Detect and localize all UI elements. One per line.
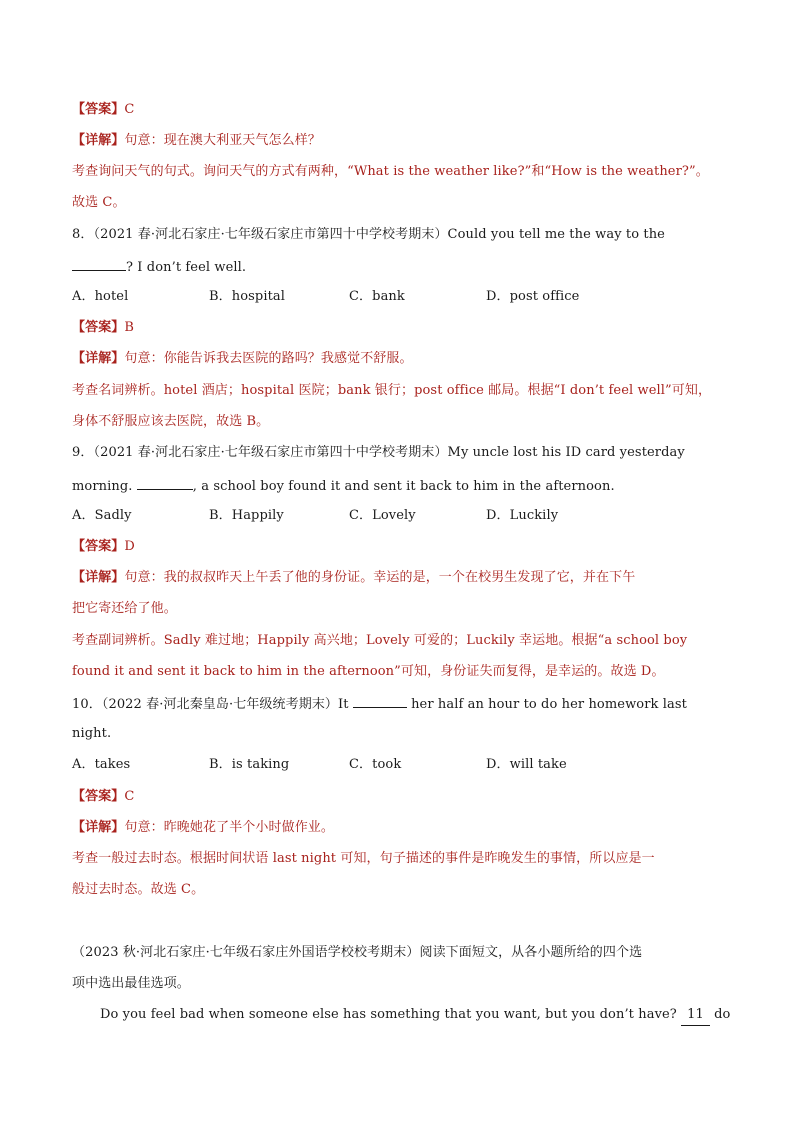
explain-text: found it and sent it back to him in the afternoon”可知，身份证失而复得，是幸运的。故选 D。 [72,664,665,679]
passage-intro-line-1 [72,943,724,963]
explain-quote: “What is the weather like?”和“How is the weather?”。 [347,164,709,179]
passage-text: Do you feel bad when someone else has something that you want, but you don’t have? [100,1007,677,1022]
answer-blank [72,256,126,271]
option-b: B．Happily [209,508,284,523]
option-a: A．takes [72,757,131,772]
answer-blank [353,693,407,708]
q7-explain-line-2 [72,193,724,213]
q9-stem-line-1 [72,443,724,463]
q8-stem-line-2 [72,256,724,278]
option-c: C．bank [349,289,405,304]
q10-detail [72,818,724,838]
passage-intro: （2023 秋·河北石家庄·七年级石家庄外国语学校校考期末）阅读下面短文，从各小题所给的四个选 [72,945,643,960]
detail-label: 【详解】 [72,133,125,148]
answer-blank [137,475,193,490]
explain-text: 故选 C。 [72,195,126,210]
q10-explain-line-2 [72,880,724,900]
question-stem: night. [72,726,112,741]
q8-stem-line-1 [72,225,724,245]
detail-label: 【详解】 [72,820,125,835]
q10-stem-line-1 [72,693,724,715]
explain-text: 考查副词辨析。Sadly 难过地；Happily 高兴地；Lovely 可爱的；Luckily 幸运地。根据“a school boy [72,633,688,648]
option-c: C．took [349,757,402,772]
detail-text: 句意：我的叔叔昨天上午丢了他的身份证。幸运的是，一个在校男生发现了它，并在下午 [124,570,636,585]
q8-explain-line-2 [72,412,724,432]
question-stem: , a school boy found it and sent it back to him in the afternoon. [192,479,615,494]
q10-stem-line-2 [72,724,724,744]
question-stem: her half an hour to do her homework last [411,697,687,712]
option-a: A．hotel [72,289,129,304]
answer-value: B [124,320,135,335]
passage-intro-line-2 [72,974,724,994]
q9-stem-line-2 [72,475,724,497]
q7-answer [72,100,724,120]
passage-intro: 项中选出最佳选项。 [72,976,190,991]
option-b: B．is taking [209,757,290,772]
question-stem: 9．（2021 春·河北石家庄·七年级石家庄市第四十中学校考期末）My uncle lost his ID card yesterday [72,445,685,460]
passage-text-line-1 [100,1005,731,1026]
explain-text: 考查询问天气的句式。询问天气的方式有两种， [72,164,348,179]
question-stem: ? I don’t feel well. [126,260,247,275]
answer-label: 【答案】 [72,789,125,804]
q10-explain-line-1 [72,849,724,869]
q10-answer [72,787,724,807]
q8-explain-line-1 [72,381,724,401]
detail-text: 把它寄还给了他。 [72,601,177,616]
explain-text: 考查名词辨析。hotel 酒店；hospital 医院；bank 银行；post office 邮局。根据“I don’t feel well”可知， [72,383,712,398]
passage-text: do [714,1007,731,1022]
answer-value: C [124,789,135,804]
q7-explain-line-1 [72,162,724,182]
detail-label: 【详解】 [72,351,125,366]
option-d: D．post office [486,289,580,304]
q8-detail [72,349,724,369]
explain-text: 身体不舒服应该去医院，故选 B。 [72,414,270,429]
question-stem: morning. [72,479,133,494]
question-stem: 8．（2021 春·河北石家庄·七年级石家庄市第四十中学校考期末）Could you tell me the way to the [72,227,665,242]
question-stem: 10．（2022 春·河北秦皇岛·七年级统考期末）It [72,697,349,712]
answer-label: 【答案】 [72,102,125,117]
option-c: C．Lovely [349,508,416,523]
detail-text: 句意：你能告诉我去医院的路吗？我感觉不舒服。 [124,351,413,366]
q8-answer [72,318,724,338]
q9-explain-line-2 [72,662,724,682]
explain-text: 般过去时态。故选 C。 [72,882,205,897]
q9-detail-line-1 [72,568,724,588]
detail-text: 句意：昨晚她花了半个小时做作业。 [124,820,335,835]
q7-detail [72,131,724,151]
q9-explain-line-1 [72,631,724,651]
answer-value: D [124,539,135,554]
q9-answer [72,537,724,557]
option-a: A．Sadly [72,508,132,523]
answer-label: 【答案】 [72,320,125,335]
option-d: D．Luckily [486,508,559,523]
detail-label: 【详解】 [72,570,125,585]
detail-text: 句意：现在澳大利亚天气怎么样？ [124,133,321,148]
answer-value: C [124,102,135,117]
answer-label: 【答案】 [72,539,125,554]
explain-text: 考查一般过去时态。根据时间状语 last night 可知，句子描述的事件是昨晚发生的事情，所以应是一 [72,851,655,866]
q9-detail-line-2 [72,599,724,619]
passage-blank-number: 11 [681,1005,710,1026]
option-b: B．hospital [209,289,286,304]
option-d: D．will take [486,757,567,772]
